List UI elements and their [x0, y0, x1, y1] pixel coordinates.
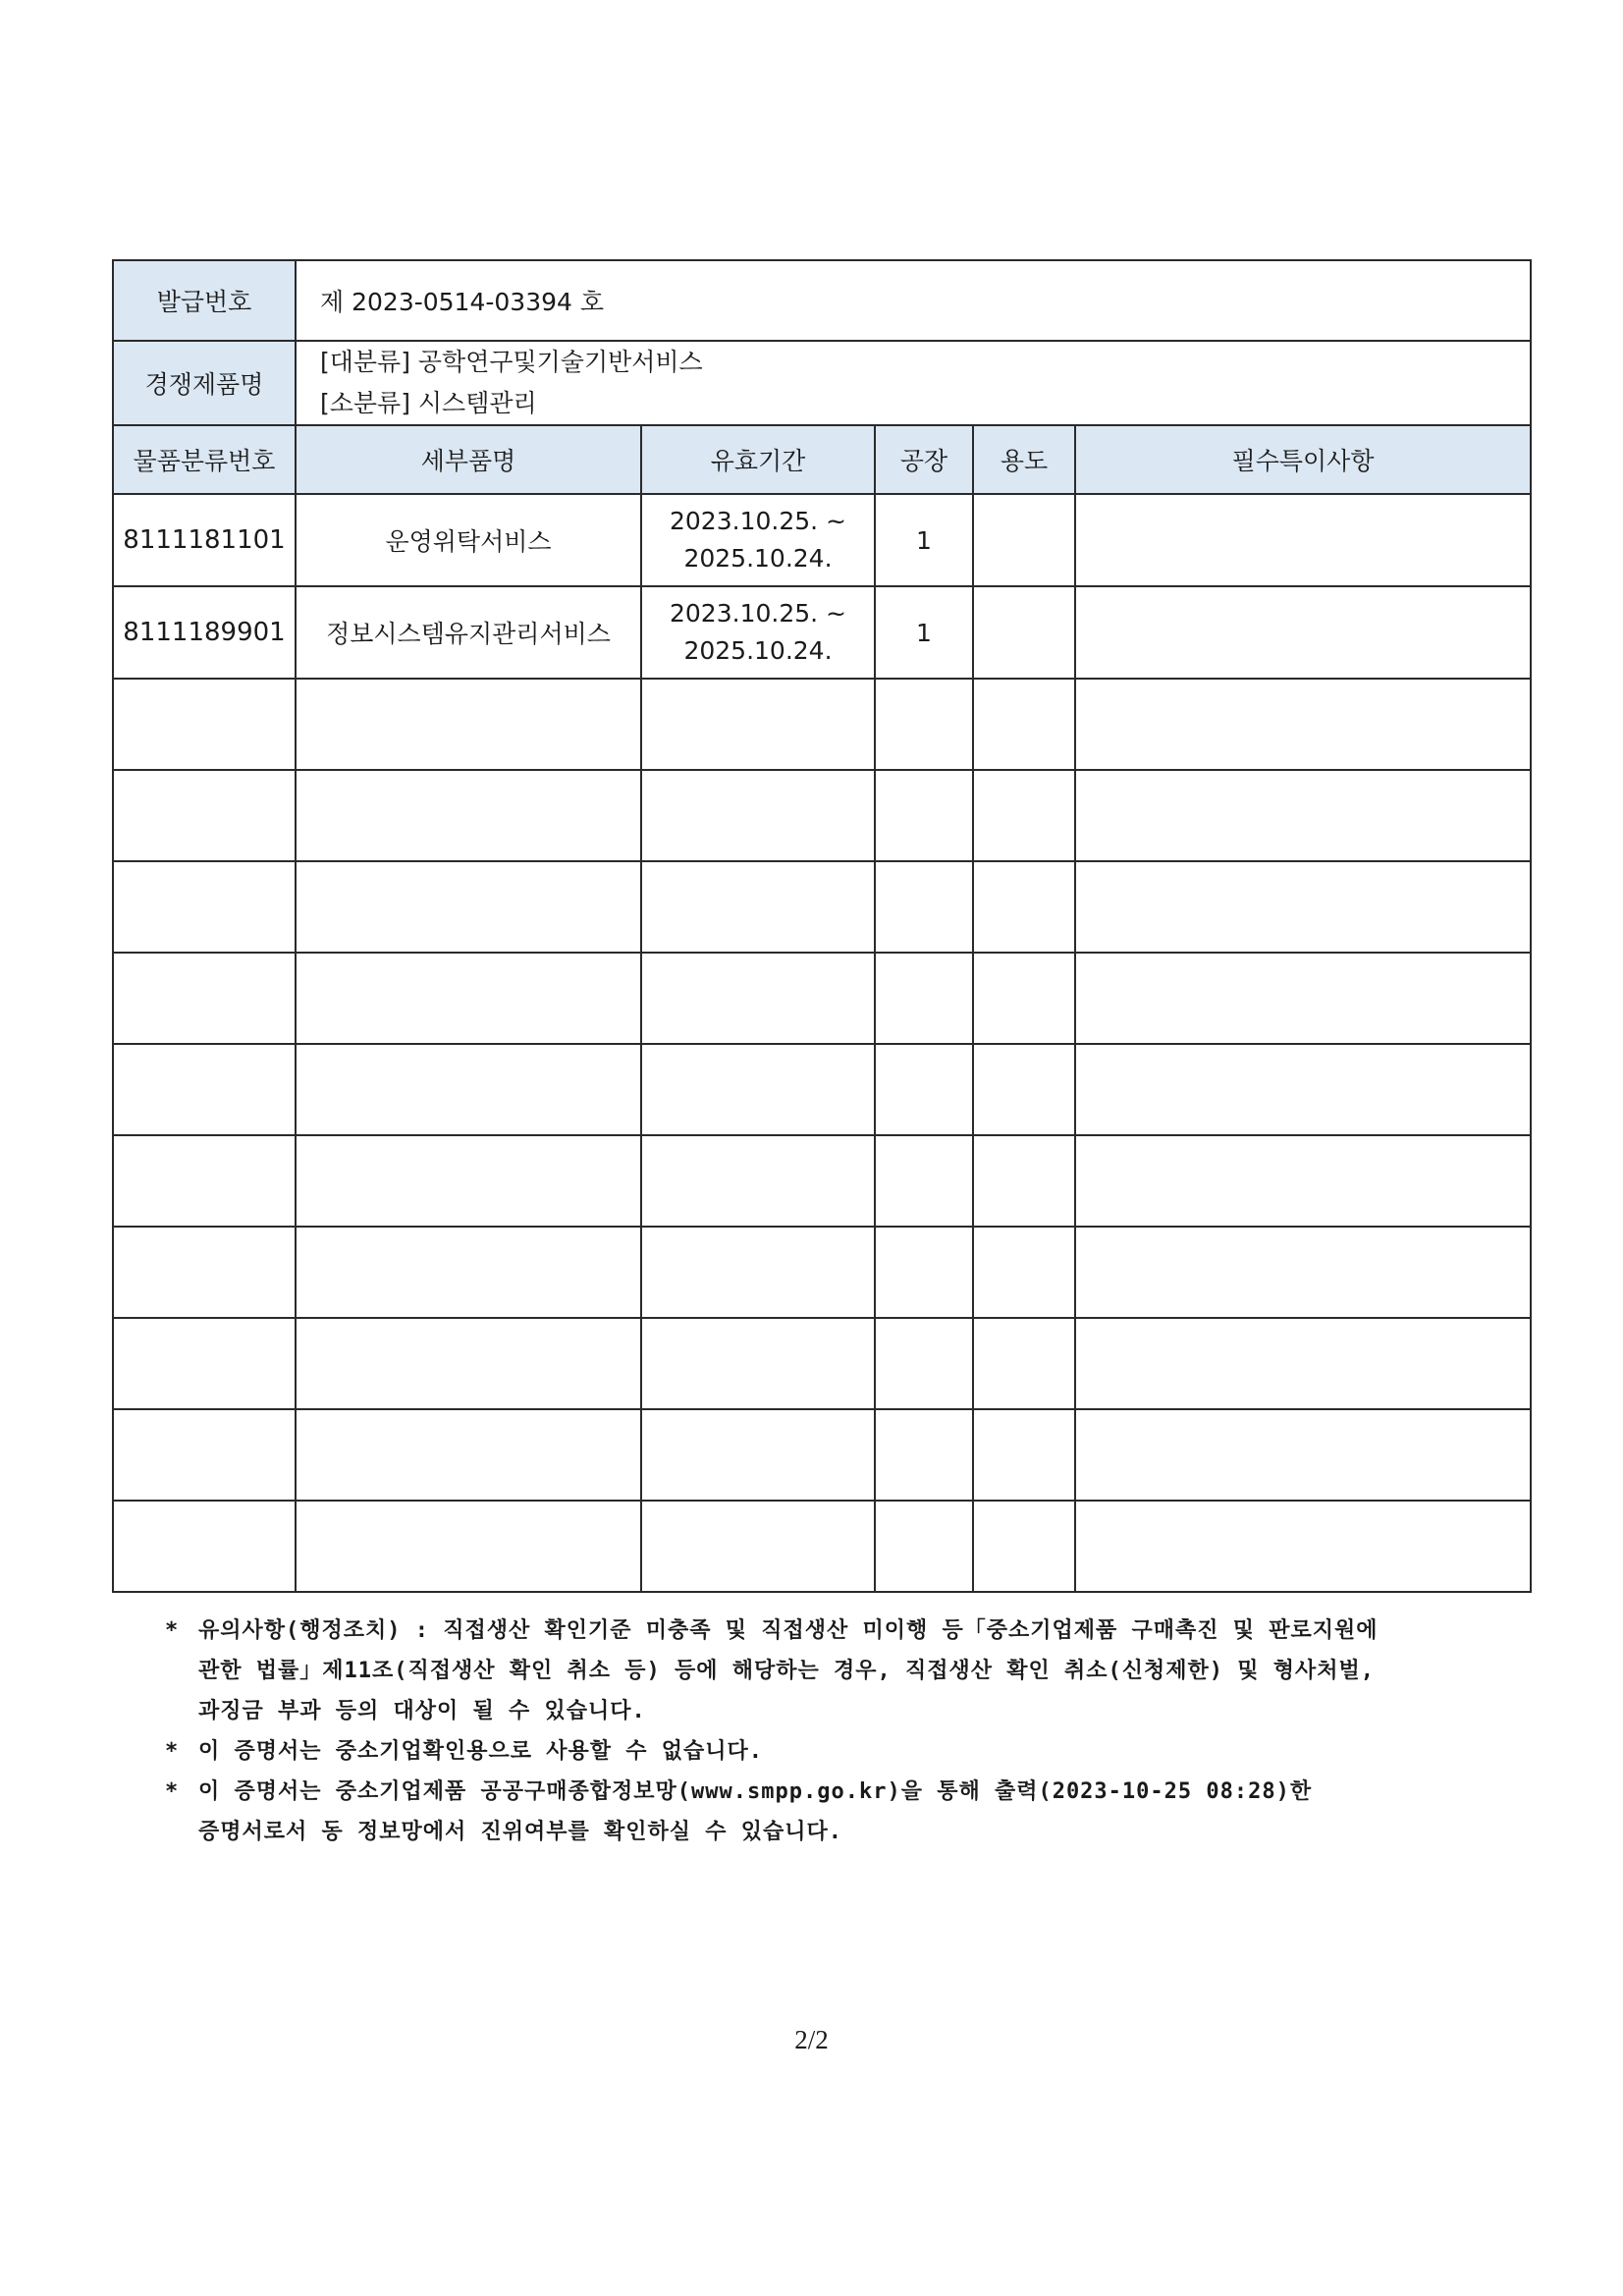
notes-section: [165, 1611, 1540, 1852]
row-notes: [1075, 494, 1531, 586]
issue-number-label: 발급번호: [113, 260, 296, 341]
empty-cell: [296, 861, 641, 953]
note-line: 이 증명서는 중소기업제품 공공구매종합정보망(www.smpp.go.kr)을 통해 출력(2023-10-25 08:28)한: [198, 1779, 1313, 1804]
empty-cell: [973, 1227, 1075, 1318]
empty-row: [113, 953, 1531, 1044]
row-name: 운영위탁서비스: [296, 494, 641, 586]
issue-number-value: 제 2023-0514-03394 호: [296, 260, 1531, 341]
empty-cell: [641, 770, 875, 861]
empty-cell: [113, 1318, 296, 1409]
empty-cell: [1075, 1044, 1531, 1135]
empty-cell: [641, 1318, 875, 1409]
empty-cell: [973, 1135, 1075, 1227]
header-usage: 용도: [973, 425, 1075, 494]
note-usage-restriction: [165, 1731, 1540, 1772]
row-notes: [1075, 586, 1531, 679]
competitive-product-label: 경쟁제품명: [113, 341, 296, 425]
note-line: 유의사항(행정조치) : 직접생산 확인기준 미충족 및 직접생산 미이행 등「중소기업제품 구매촉진 및 판로지원에: [198, 1618, 1379, 1643]
note-line: 과징금 부과 등의 대상이 될 수 있습니다.: [198, 1699, 646, 1723]
empty-cell: [641, 1135, 875, 1227]
table-row: [113, 586, 1531, 679]
empty-cell: [973, 953, 1075, 1044]
empty-cell: [113, 861, 296, 953]
note-line: 이 증명서는 중소기업확인용으로 사용할 수 없습니다.: [198, 1739, 764, 1764]
empty-cell: [973, 1044, 1075, 1135]
category-major: [대분류] 공학연구및기술기반서비스: [320, 348, 703, 376]
header-detail-name: 세부품명: [296, 425, 641, 494]
empty-cell: [1075, 679, 1531, 770]
competitive-product-value: [296, 341, 1531, 425]
empty-cell: [973, 1409, 1075, 1501]
header-valid-period: 유효기간: [641, 425, 875, 494]
empty-cell: [875, 770, 973, 861]
header-special-notes: 필수특이사항: [1075, 425, 1531, 494]
empty-row: [113, 1409, 1531, 1501]
empty-cell: [1075, 953, 1531, 1044]
empty-cell: [973, 1501, 1075, 1592]
empty-row: [113, 861, 1531, 953]
empty-cell: [875, 1318, 973, 1409]
certificate-table: [112, 259, 1532, 1593]
table-header-row: [113, 425, 1531, 494]
empty-cell: [1075, 1227, 1531, 1318]
empty-row: [113, 1318, 1531, 1409]
empty-row: [113, 770, 1531, 861]
empty-cell: [113, 1135, 296, 1227]
empty-cell: [973, 1318, 1075, 1409]
empty-cell: [113, 1501, 296, 1592]
row-period: [641, 586, 875, 679]
category-minor: [소분류] 시스템관리: [320, 389, 537, 417]
header-factory: 공장: [875, 425, 973, 494]
empty-cell: [1075, 1135, 1531, 1227]
empty-cell: [641, 1044, 875, 1135]
row-name: 정보시스템유지관리서비스: [296, 586, 641, 679]
empty-cell: [113, 1227, 296, 1318]
empty-row: [113, 1135, 1531, 1227]
note-bullet: *: [165, 1779, 180, 1804]
empty-cell: [641, 679, 875, 770]
empty-cell: [875, 861, 973, 953]
empty-cell: [296, 1044, 641, 1135]
empty-cell: [296, 953, 641, 1044]
empty-cell: [296, 1135, 641, 1227]
period-end: 2025.10.24.: [683, 544, 833, 573]
row-factory: 1: [875, 494, 973, 586]
empty-cell: [296, 770, 641, 861]
header-classification-number: 물품분류번호: [113, 425, 296, 494]
empty-cell: [641, 861, 875, 953]
empty-row: [113, 1227, 1531, 1318]
empty-cell: [113, 1409, 296, 1501]
empty-cell: [875, 953, 973, 1044]
table-row: [113, 494, 1531, 586]
empty-cell: [1075, 861, 1531, 953]
empty-cell: [296, 1318, 641, 1409]
empty-row: [113, 1501, 1531, 1592]
empty-cell: [113, 953, 296, 1044]
row-code: 8111189901: [113, 586, 296, 679]
page-number: 2/2: [794, 2025, 829, 2054]
period-start: 2023.10.25. ~: [670, 599, 846, 628]
empty-cell: [1075, 1501, 1531, 1592]
empty-cell: [875, 1501, 973, 1592]
note-bullet: *: [165, 1739, 180, 1764]
empty-cell: [973, 861, 1075, 953]
empty-cell: [875, 1227, 973, 1318]
empty-cell: [875, 1044, 973, 1135]
row-usage: [973, 494, 1075, 586]
empty-cell: [296, 679, 641, 770]
empty-row: [113, 679, 1531, 770]
note-admin-action: [165, 1611, 1540, 1731]
row-factory: 1: [875, 586, 973, 679]
row-usage: [973, 586, 1075, 679]
empty-cell: [641, 953, 875, 1044]
empty-cell: [875, 1135, 973, 1227]
empty-cell: [641, 1227, 875, 1318]
row-code: 8111181101: [113, 494, 296, 586]
empty-cell: [1075, 1318, 1531, 1409]
row-period: [641, 494, 875, 586]
empty-cell: [1075, 1409, 1531, 1501]
empty-cell: [113, 770, 296, 861]
period-start: 2023.10.25. ~: [670, 507, 846, 535]
empty-cell: [113, 1044, 296, 1135]
note-verification: [165, 1772, 1540, 1852]
note-line: 증명서로서 동 정보망에서 진위여부를 확인하실 수 있습니다.: [198, 1820, 843, 1844]
empty-cell: [875, 679, 973, 770]
empty-cell: [973, 770, 1075, 861]
empty-cell: [1075, 770, 1531, 861]
empty-cell: [296, 1227, 641, 1318]
empty-cell: [973, 679, 1075, 770]
issue-number-row: [113, 260, 1531, 341]
empty-cell: [296, 1409, 641, 1501]
competitive-product-row: [113, 341, 1531, 425]
empty-cell: [875, 1409, 973, 1501]
note-bullet: *: [165, 1618, 180, 1643]
empty-cell: [641, 1501, 875, 1592]
empty-cell: [113, 679, 296, 770]
note-line: 관한 법률」제11조(직접생산 확인 취소 등) 등에 해당하는 경우, 직접생산 확인 취소(신청제한) 및 형사처벌,: [198, 1659, 1375, 1683]
empty-row: [113, 1044, 1531, 1135]
empty-cell: [296, 1501, 641, 1592]
empty-cell: [641, 1409, 875, 1501]
period-end: 2025.10.24.: [683, 636, 833, 665]
